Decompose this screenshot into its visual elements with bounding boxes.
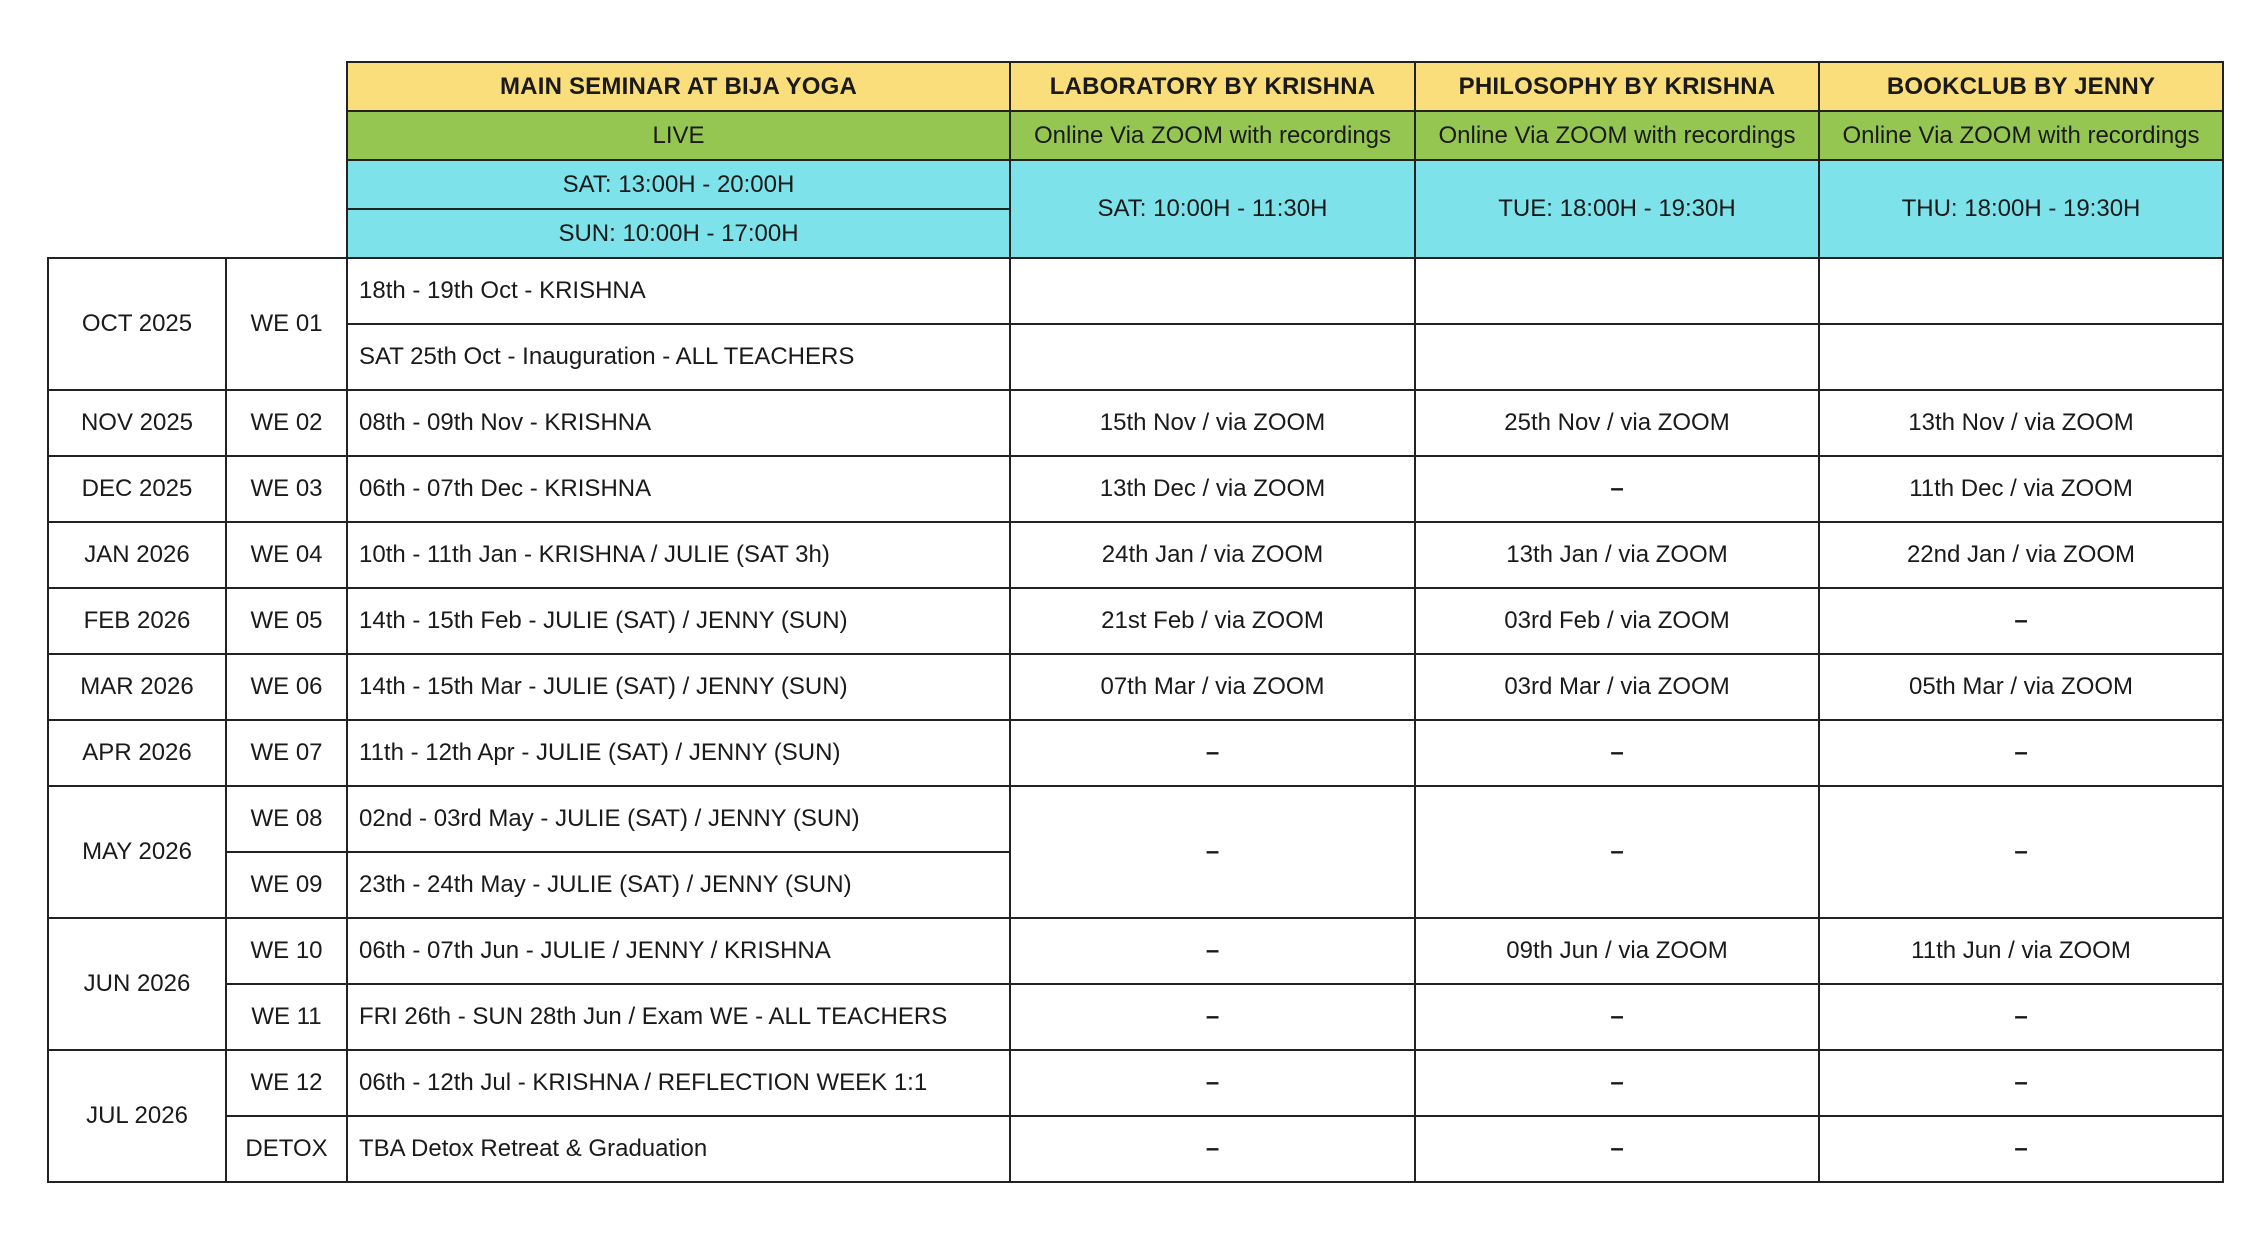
corner-blank-2 xyxy=(48,111,347,160)
table-row xyxy=(48,522,2223,588)
weekend-cell: DETOX xyxy=(226,1116,347,1182)
weekend-cell: WE 10 xyxy=(226,918,347,984)
corner-blank-3 xyxy=(48,160,347,209)
seminar-event-cell: FRI 26th - SUN 28th Jun / Exam WE - ALL TEACHERS xyxy=(347,984,1010,1050)
weekend-cell: WE 04 xyxy=(226,522,347,588)
philosophy-cell: – xyxy=(1415,786,1819,918)
laboratory-cell xyxy=(1010,324,1415,390)
laboratory-cell: – xyxy=(1010,984,1415,1050)
col-header-laboratory: LABORATORY BY KRISHNA xyxy=(1010,62,1415,111)
philosophy-cell: 03rd Mar / via ZOOM xyxy=(1415,654,1819,720)
mode-bookclub: Online Via ZOOM with recordings xyxy=(1819,111,2223,160)
seminar-event-cell: TBA Detox Retreat & Graduation xyxy=(347,1116,1010,1182)
philosophy-cell: – xyxy=(1415,456,1819,522)
month-cell: JUL 2026 xyxy=(48,1050,226,1182)
philosophy-cell: – xyxy=(1415,1116,1819,1182)
col-header-philosophy: PHILOSOPHY BY KRISHNA xyxy=(1415,62,1819,111)
weekend-cell: WE 02 xyxy=(226,390,347,456)
table-row xyxy=(48,720,2223,786)
bookclub-cell: 05th Mar / via ZOOM xyxy=(1819,654,2223,720)
seminar-event-cell: 08th - 09th Nov - KRISHNA xyxy=(347,390,1010,456)
month-cell: DEC 2025 xyxy=(48,456,226,522)
philosophy-cell: – xyxy=(1415,984,1819,1050)
philosophy-cell xyxy=(1415,324,1819,390)
bookclub-cell: – xyxy=(1819,1116,2223,1182)
table-row xyxy=(48,984,2223,1050)
weekend-cell: WE 01 xyxy=(226,258,347,390)
table-row xyxy=(48,588,2223,654)
laboratory-cell: 15th Nov / via ZOOM xyxy=(1010,390,1415,456)
bookclub-cell xyxy=(1819,324,2223,390)
month-cell: NOV 2025 xyxy=(48,390,226,456)
table-row xyxy=(48,786,2223,852)
bookclub-cell: – xyxy=(1819,786,2223,918)
laboratory-cell: 07th Mar / via ZOOM xyxy=(1010,654,1415,720)
bookclub-cell: 11th Jun / via ZOOM xyxy=(1819,918,2223,984)
seminar-event-cell: 18th - 19th Oct - KRISHNA xyxy=(347,258,1010,324)
seminar-event-cell: 06th - 12th Jul - KRISHNA / REFLECTION WEEK 1:1 xyxy=(347,1050,1010,1116)
table-row xyxy=(48,324,2223,390)
table-row xyxy=(48,918,2223,984)
table-row xyxy=(48,258,2223,324)
time-main-seminar-sun: SUN: 10:00H - 17:00H xyxy=(347,209,1010,258)
weekend-cell: WE 05 xyxy=(226,588,347,654)
table-row xyxy=(48,456,2223,522)
weekend-cell: WE 11 xyxy=(226,984,347,1050)
weekend-cell: WE 12 xyxy=(226,1050,347,1116)
weekend-cell: WE 07 xyxy=(226,720,347,786)
seminar-event-cell: 02nd - 03rd May - JULIE (SAT) / JENNY (SUN) xyxy=(347,786,1010,852)
bookclub-cell xyxy=(1819,258,2223,324)
mode-philosophy: Online Via ZOOM with recordings xyxy=(1415,111,1819,160)
laboratory-cell: – xyxy=(1010,918,1415,984)
seminar-event-cell: SAT 25th Oct - Inauguration - ALL TEACHERS xyxy=(347,324,1010,390)
month-cell: MAR 2026 xyxy=(48,654,226,720)
philosophy-cell: 09th Jun / via ZOOM xyxy=(1415,918,1819,984)
weekend-cell: WE 03 xyxy=(226,456,347,522)
bookclub-cell: 11th Dec / via ZOOM xyxy=(1819,456,2223,522)
month-cell: OCT 2025 xyxy=(48,258,226,390)
laboratory-cell: 24th Jan / via ZOOM xyxy=(1010,522,1415,588)
corner-blank-4 xyxy=(48,209,347,258)
table-row xyxy=(48,1116,2223,1182)
seminar-event-cell: 06th - 07th Jun - JULIE / JENNY / KRISHNA xyxy=(347,918,1010,984)
bookclub-cell: 22nd Jan / via ZOOM xyxy=(1819,522,2223,588)
laboratory-cell: – xyxy=(1010,786,1415,918)
table-row xyxy=(48,1050,2223,1116)
month-cell: MAY 2026 xyxy=(48,786,226,918)
laboratory-cell: 13th Dec / via ZOOM xyxy=(1010,456,1415,522)
seminar-event-cell: 23th - 24th May - JULIE (SAT) / JENNY (SUN) xyxy=(347,852,1010,918)
bookclub-cell: – xyxy=(1819,588,2223,654)
time-philosophy: TUE: 18:00H - 19:30H xyxy=(1415,160,1819,258)
schedule-table xyxy=(47,61,2224,1183)
philosophy-cell: – xyxy=(1415,1050,1819,1116)
weekend-cell: WE 08 xyxy=(226,786,347,852)
table-row xyxy=(48,654,2223,720)
month-cell: APR 2026 xyxy=(48,720,226,786)
philosophy-cell: – xyxy=(1415,720,1819,786)
col-header-bookclub: BOOKCLUB BY JENNY xyxy=(1819,62,2223,111)
time-laboratory: SAT: 10:00H - 11:30H xyxy=(1010,160,1415,258)
laboratory-cell: – xyxy=(1010,720,1415,786)
laboratory-cell xyxy=(1010,258,1415,324)
time-main-seminar-sat: SAT: 13:00H - 20:00H xyxy=(347,160,1010,209)
seminar-event-cell: 06th - 07th Dec - KRISHNA xyxy=(347,456,1010,522)
weekend-cell: WE 09 xyxy=(226,852,347,918)
bookclub-cell: – xyxy=(1819,1050,2223,1116)
laboratory-cell: 21st Feb / via ZOOM xyxy=(1010,588,1415,654)
seminar-event-cell: 10th - 11th Jan - KRISHNA / JULIE (SAT 3h) xyxy=(347,522,1010,588)
philosophy-cell xyxy=(1415,258,1819,324)
month-cell: JAN 2026 xyxy=(48,522,226,588)
mode-main-seminar: LIVE xyxy=(347,111,1010,160)
bookclub-cell: – xyxy=(1819,720,2223,786)
philosophy-cell: 13th Jan / via ZOOM xyxy=(1415,522,1819,588)
corner-blank xyxy=(48,62,347,111)
weekend-cell: WE 06 xyxy=(226,654,347,720)
philosophy-cell: 03rd Feb / via ZOOM xyxy=(1415,588,1819,654)
bookclub-cell: 13th Nov / via ZOOM xyxy=(1819,390,2223,456)
col-header-main-seminar: MAIN SEMINAR AT BIJA YOGA xyxy=(347,62,1010,111)
seminar-event-cell: 14th - 15th Feb - JULIE (SAT) / JENNY (SUN) xyxy=(347,588,1010,654)
month-cell: JUN 2026 xyxy=(48,918,226,1050)
bookclub-cell: – xyxy=(1819,984,2223,1050)
time-bookclub: THU: 18:00H - 19:30H xyxy=(1819,160,2223,258)
month-cell: FEB 2026 xyxy=(48,588,226,654)
philosophy-cell: 25th Nov / via ZOOM xyxy=(1415,390,1819,456)
laboratory-cell: – xyxy=(1010,1116,1415,1182)
laboratory-cell: – xyxy=(1010,1050,1415,1116)
seminar-event-cell: 14th - 15th Mar - JULIE (SAT) / JENNY (SUN) xyxy=(347,654,1010,720)
table-row xyxy=(48,390,2223,456)
mode-laboratory: Online Via ZOOM with recordings xyxy=(1010,111,1415,160)
seminar-event-cell: 11th - 12th Apr - JULIE (SAT) / JENNY (SUN) xyxy=(347,720,1010,786)
